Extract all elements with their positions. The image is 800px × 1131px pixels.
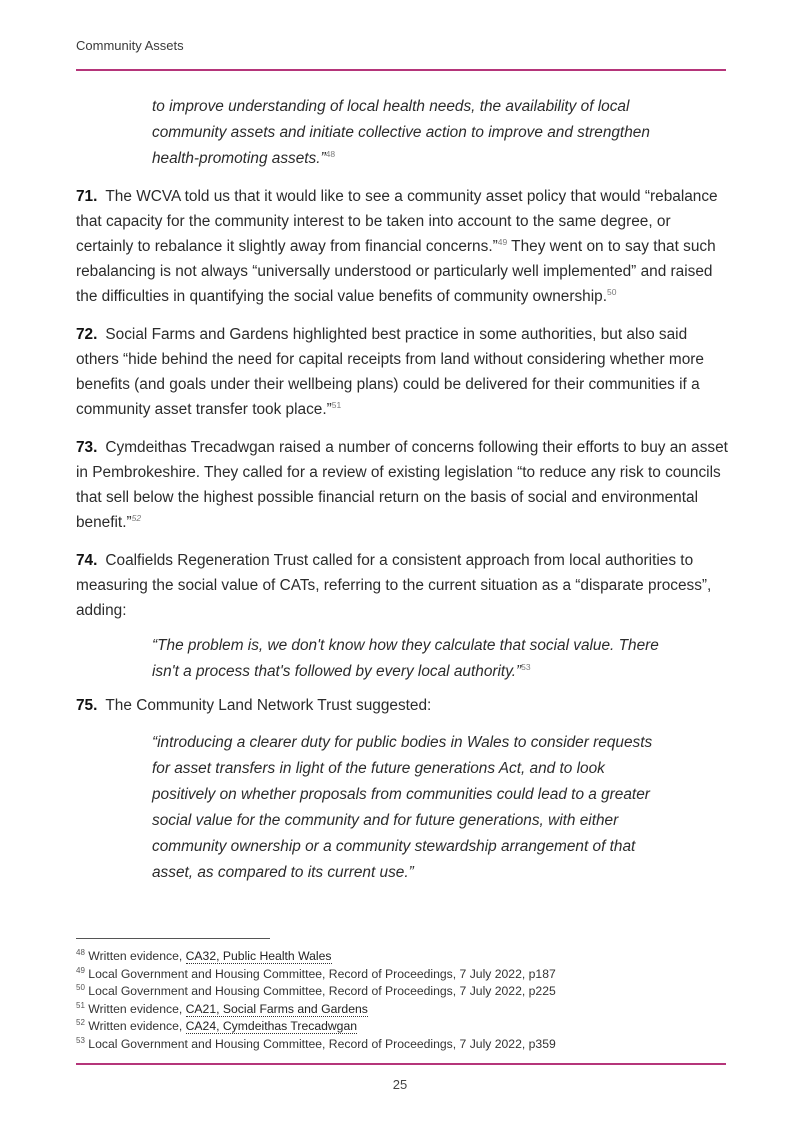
footnote-link[interactable]: CA21, Social Farms and Gardens bbox=[185, 1001, 368, 1016]
footnote-ref-52[interactable]: 52 bbox=[131, 512, 142, 523]
footnote-53 bbox=[76, 1036, 726, 1054]
paragraph-number: 72. bbox=[76, 326, 98, 343]
footnote-number: 52 bbox=[76, 1017, 85, 1027]
header-rule bbox=[76, 69, 726, 71]
footnote-prefix: Written evidence, bbox=[88, 949, 186, 963]
footnote-48 bbox=[76, 948, 726, 966]
footnote-prefix: Written evidence, bbox=[88, 1019, 186, 1033]
footnote-52 bbox=[76, 1018, 726, 1036]
paragraph-72-text: Social Farms and Gardens highlighted best practice in some authorities, but also said others “hide behind the need for capital receipts from land without considering whether more benefits (and goals under their wellbeing plans) could be delivered for their communities if a community asset transfer took place.” bbox=[76, 326, 704, 418]
footnote-51 bbox=[76, 1001, 726, 1019]
footnote-separator bbox=[76, 938, 270, 939]
paragraph-number: 74. bbox=[76, 552, 98, 569]
footnote-ref-49[interactable]: 49 bbox=[497, 236, 508, 247]
footnote-number: 48 bbox=[76, 947, 85, 957]
quote-53-text: “The problem is, we don't know how they calculate that social value. There isn't a process that's followed by every local authority.” bbox=[152, 637, 659, 680]
quote-53 bbox=[152, 633, 672, 685]
page-number: 25 bbox=[392, 1077, 408, 1092]
footnote-number: 53 bbox=[76, 1035, 85, 1045]
paragraph-72 bbox=[76, 322, 728, 422]
paragraph-74-text: Coalfields Regeneration Trust called for a consistent approach from local authorities to measuring the social value of CATs, referring to the current situation as a “disparate process”, adding: bbox=[76, 552, 712, 619]
footnote-text: Local Government and Housing Committee, Record of Proceedings, 7 July 2022, p187 bbox=[88, 966, 556, 981]
quote-75 bbox=[152, 730, 672, 886]
footnote-ref-50[interactable]: 50 bbox=[607, 286, 617, 297]
footnote-49 bbox=[76, 966, 726, 984]
quote-48 bbox=[152, 94, 672, 172]
paragraph-74 bbox=[76, 548, 728, 623]
footnote-link[interactable]: CA24, Cymdeithas Trecadwgan bbox=[185, 1019, 358, 1033]
paragraph-73-text: Cymdeithas Trecadwgan raised a number of concerns following their efforts to buy an asset in Pembrokeshire. They called for a review of existing legislation “to reduce any risk to councils that sell below the highest possible financial return on the basis of social and environmental benefit.” bbox=[76, 439, 728, 531]
main-content bbox=[76, 94, 728, 886]
paragraph-71 bbox=[76, 184, 728, 309]
footnote-ref-51[interactable]: 51 bbox=[331, 399, 342, 410]
paragraph-71-text-a: The WCVA told us that it would like to see a community asset policy that would “rebalance that capacity for the community interest to be taken into account to the same degree, or certainly to rebalance it slightly away from financial concerns.” bbox=[76, 188, 718, 255]
paragraph-number: 73. bbox=[76, 439, 98, 456]
paragraph-number: 71. bbox=[76, 188, 98, 205]
footnote-ref-48[interactable]: 48 bbox=[325, 148, 336, 159]
paragraph-73 bbox=[76, 435, 728, 535]
footnote-prefix: Written evidence, bbox=[88, 1001, 186, 1016]
footnote-ref-53[interactable]: 53 bbox=[521, 661, 531, 672]
footer-rule bbox=[76, 1063, 726, 1065]
quote-48-text: to improve understanding of local health needs, the availability of local community assets and initiate collective action to improve and strengthen health-promoting assets.” bbox=[152, 98, 650, 167]
footnote-text: Local Government and Housing Committee, Record of Proceedings, 7 July 2022, p359 bbox=[88, 1036, 556, 1051]
running-header: Community Assets bbox=[76, 38, 184, 53]
paragraph-71-text-b: They went on to say that such rebalancing is not always “universally understood or particularly well implemented” and raised the difficulties in quantifying the social value benefits of community ownership. bbox=[76, 238, 716, 305]
quote-75-text: “introducing a clearer duty for public bodies in Wales to consider requests for asset transfers in light of the future generations Act, and to look positively on whether proposals from communities could lead to a greater social value for the community and for future generations, with either community ownership or a community stewardship arrangement of that asset, as compared to its current use.” bbox=[152, 734, 653, 881]
footnote-50 bbox=[76, 983, 726, 1001]
footnote-link[interactable]: CA32, Public Health Wales bbox=[185, 949, 332, 963]
footnotes bbox=[76, 948, 726, 1053]
paragraph-75 bbox=[76, 693, 728, 718]
paragraph-number: 75. bbox=[76, 697, 98, 714]
footnote-number: 49 bbox=[76, 965, 85, 975]
footnote-text: Local Government and Housing Committee, Record of Proceedings, 7 July 2022, p225 bbox=[88, 984, 556, 998]
footnote-number: 51 bbox=[76, 1000, 85, 1010]
paragraph-75-text: The Community Land Network Trust suggested: bbox=[105, 697, 432, 714]
footnote-number: 50 bbox=[76, 982, 85, 992]
